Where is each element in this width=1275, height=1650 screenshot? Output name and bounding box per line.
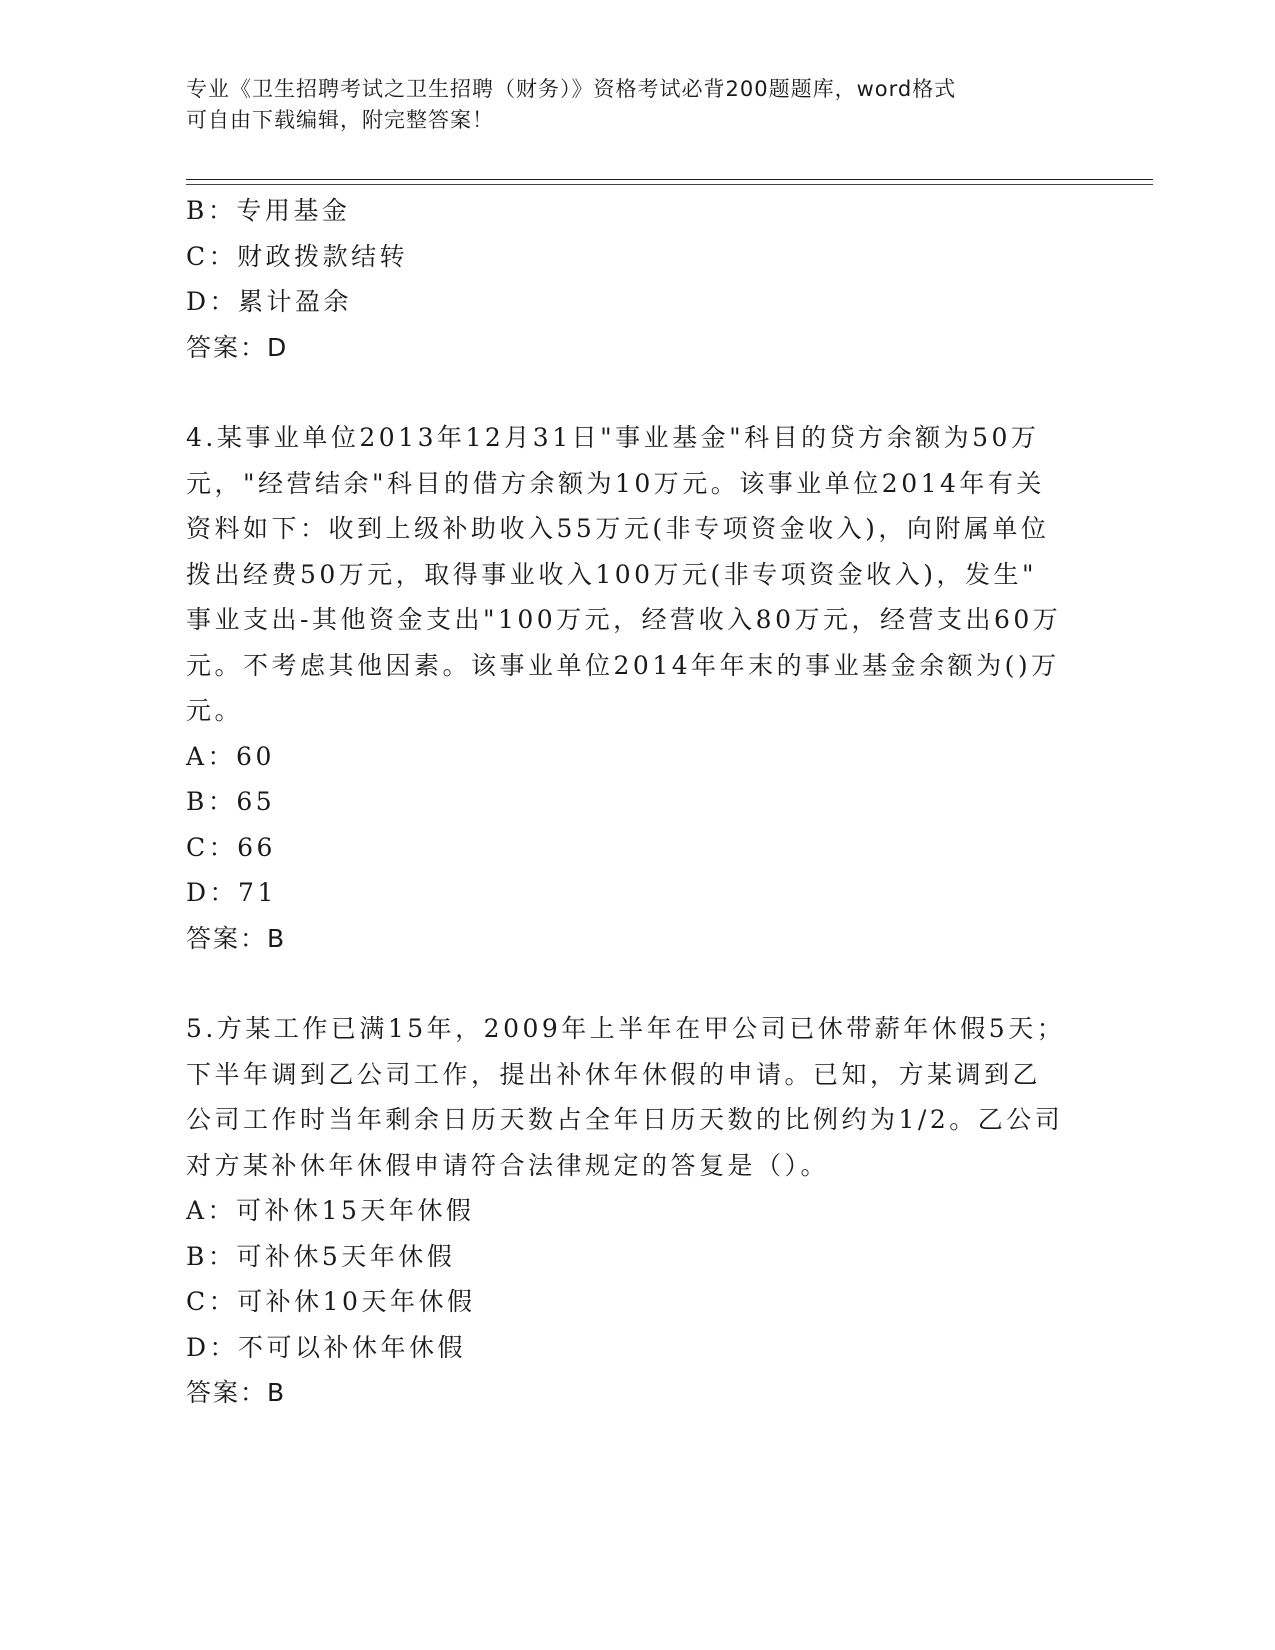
question-stem-line: 公司工作时当年剩余日历天数占全年日历天数的比例约为1/2。乙公司 xyxy=(186,1105,1064,1134)
question-3-tail xyxy=(186,188,1086,370)
question-stem-line: 事业支出-其他资金支出"100万元，经营收入80万元，经营支出60万 xyxy=(186,605,1062,634)
answer-line: 答案：B xyxy=(186,1378,287,1407)
question-stem-line: 资料如下：收到上级补助收入55万元(非专项资金收入)，向附属单位 xyxy=(186,514,1050,543)
question-stem-line: 5.方某工作已满15年，2009年上半年在甲公司已休带薪年休假5天； xyxy=(186,1014,1066,1043)
answer-line: 答案：B xyxy=(186,923,287,953)
question-stem-line: 元。 xyxy=(186,696,244,725)
option-a: A：可补休15天年休假 xyxy=(186,1196,475,1225)
document-header xyxy=(186,74,1086,136)
option-b: B：专用基金 xyxy=(186,196,351,225)
spacer xyxy=(186,961,1086,1006)
answer-line: 答案：D xyxy=(186,332,289,362)
option-b: B：可补休5天年休假 xyxy=(186,1241,456,1271)
option-d: D：不可以补休年休假 xyxy=(186,1332,467,1362)
spacer xyxy=(186,370,1086,415)
option-c: C：财政拨款结转 xyxy=(186,241,409,271)
header-divider-thin xyxy=(186,184,1153,185)
header-divider-thick xyxy=(186,179,1153,180)
header-line-1: 专业《卫生招聘考试之卫生招聘（财务）》资格考试必背200题题库，word格式 xyxy=(186,77,957,101)
option-a: A：60 xyxy=(186,741,275,771)
option-c: C：可补休10天年休假 xyxy=(186,1287,476,1316)
question-stem-line: 下半年调到乙公司工作，提出补休年休假的申请。已知，方某调到乙 xyxy=(186,1059,1042,1089)
question-stem-line: 拨出经费50万元，取得事业收入100万元(非专项资金收入)，发生" xyxy=(186,559,1038,589)
question-stem-line: 元，"经营结余"科目的借方余额为10万元。该事业单位2014年有关 xyxy=(186,468,1045,498)
question-4 xyxy=(186,415,1086,961)
question-stem-line: 元。不考虑其他因素。该事业单位2014年年末的事业基金余额为()万 xyxy=(186,650,1060,680)
question-stem-line: 对方某补休年休假申请符合法律规定的答复是（）。 xyxy=(186,1150,830,1180)
document-body xyxy=(186,188,1086,1416)
question-5 xyxy=(186,1006,1086,1416)
option-d: D：71 xyxy=(186,878,277,907)
question-stem-line: 4.某事业单位2013年12月31日"事业基金"科目的贷方余额为50万 xyxy=(186,423,1040,452)
option-c: C：66 xyxy=(186,832,276,862)
header-line-2: 可自由下载编辑，附完整答案！ xyxy=(186,108,494,132)
option-d: D：累计盈余 xyxy=(186,287,353,316)
option-b: B：65 xyxy=(186,787,276,816)
